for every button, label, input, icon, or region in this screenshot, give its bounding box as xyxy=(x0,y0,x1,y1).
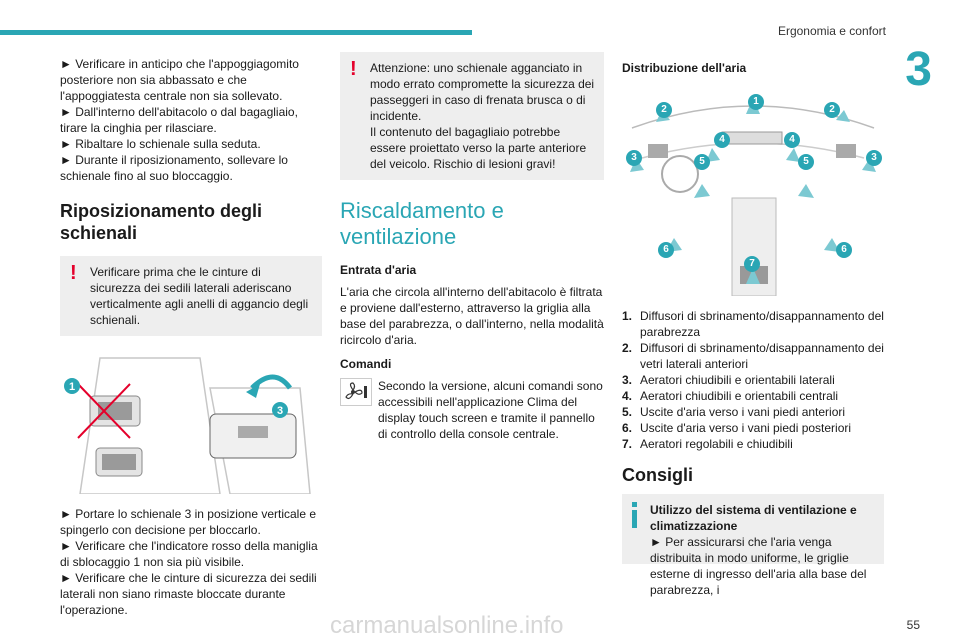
air-distribution-diagram xyxy=(622,88,884,296)
legend-item: 4. Aeratori chiudibili e orientabili centrali xyxy=(622,389,839,403)
instruction-bullet: ► Durante il riposizionamento, sollevare lo schienale fino al suo bloccaggio. xyxy=(60,153,288,183)
figure-label: 7 xyxy=(744,256,760,272)
legend-item: 1. Diffusori di sbrinamento/disappannamento del parabrezza xyxy=(622,309,884,339)
legend-item: 2. Diffusori di sbrinamento/disappannamento dei vetri laterali anteriori xyxy=(622,341,884,371)
info-box xyxy=(622,494,884,597)
figure-label: 2 xyxy=(656,102,672,118)
section-title: Riscaldamento e ventilazione xyxy=(340,198,504,249)
climate-fan-icon xyxy=(340,378,372,406)
info-icon xyxy=(632,502,637,528)
figure-label: 3 xyxy=(866,150,882,166)
warning-box xyxy=(340,52,604,180)
figure-label: 3 xyxy=(276,405,284,417)
instruction-bullet: ► Ribaltare lo schienale sulla seduta. xyxy=(60,137,261,151)
watermark: carmanualsonline.info xyxy=(330,612,564,639)
instruction-bullet: ► Portare lo schienale 3 in posizione verticale e spingerlo con decisione per bloccarlo. xyxy=(60,507,317,537)
column-middle xyxy=(340,52,604,442)
warning-icon: ! xyxy=(350,58,357,80)
instruction-bullet: ► Dall'interno dell'abitacolo o dal bagagliaio, tirare la cinghia per rilasciare. xyxy=(60,105,298,135)
section-title: Consigli xyxy=(622,465,693,485)
seat-backrest-icon xyxy=(60,348,322,494)
subsection-title: Comandi xyxy=(340,357,392,371)
figure-label: 5 xyxy=(694,154,710,170)
page-header-title: Ergonomia e confort xyxy=(777,24,886,38)
legend-item: 3. Aeratori chiudibili e orientabili laterali xyxy=(622,373,835,387)
warning-box xyxy=(60,256,322,336)
info-title: Utilizzo del sistema di ventilazione e climatizzazione xyxy=(650,503,857,533)
info-text: ► Per assicurarsi che l'aria venga distribuita in modo uniforme, le griglie esterne di ingresso dell'aria alla base del parabrezza, i xyxy=(650,535,867,597)
figure-label: 5 xyxy=(798,154,814,170)
figure-label: 6 xyxy=(836,242,852,258)
figure-label: 1 xyxy=(748,94,764,110)
subsection-title: Entrata d'aria xyxy=(340,263,417,277)
warning-icon: ! xyxy=(70,262,77,284)
instruction-bullet: ► Verificare che l'indicatore rosso della maniglia di sblocaggio 1 non sia più visibile. xyxy=(60,539,318,569)
warning-text: Attenzione: uno schienale agganciato in modo errato compromette la sicurezza dei passeggeri in caso di frenata brusca o di incidente. Il contenuto del bagagliaio potrebbe essere proiettato verso la parte anteriore del veicolo. Rischio di lesioni gravi! xyxy=(370,61,595,171)
section-title: Riposizionamento degli schienali xyxy=(60,201,263,243)
paragraph: L'aria che circola all'interno dell'abitacolo è filtrata e proviene dall'esterno, attraverso la griglia alla base del parabrezza, o dall'interno, nella modalità ricircolo d'aria. xyxy=(340,285,604,347)
legend-item: 5. Uscite d'aria verso i vani piedi anteriori xyxy=(622,405,846,419)
paragraph: Secondo la versione, alcuni comandi sono accessibili nell'applicazione Clima del display touch screen e tramite il pannello di controllo della console centrale. xyxy=(378,379,603,441)
instruction-bullet: ► Verificare che le cinture di sicurezza dei sedili laterali non siano rimaste bloccate durante l'operazione. xyxy=(60,571,317,617)
figure-label: 1 xyxy=(68,381,76,393)
instruction-bullet: ► Verificare in anticipo che l'appoggiagomito posteriore non sia abbassato e che l'appoggiatesta centrale non sia sollevato. xyxy=(60,57,299,103)
legend-item: 6. Uscite d'aria verso i vani piedi posteriori xyxy=(622,421,852,435)
warning-text: Verificare prima che le cinture di sicurezza dei sedili laterali aderiscano verticalmente agli anelli di aggancio degli schienali. xyxy=(90,265,309,327)
figure-label: 3 xyxy=(626,150,642,166)
legend-list xyxy=(622,308,884,452)
subsection-title: Distribuzione dell'aria xyxy=(622,61,747,75)
figure-label: 4 xyxy=(784,132,800,148)
figure-label: 4 xyxy=(714,132,730,148)
chapter-number: 3 xyxy=(905,43,932,96)
seat-illustration xyxy=(60,348,322,494)
legend-item: 7. Aeratori regolabili e chiudibili xyxy=(622,437,793,451)
column-right xyxy=(622,56,884,597)
column-left xyxy=(60,56,322,618)
figure-label: 2 xyxy=(824,102,840,118)
controls-block xyxy=(340,378,604,442)
page-number: 55 xyxy=(906,618,920,632)
figure-label: 6 xyxy=(658,242,674,258)
header-bar xyxy=(0,30,472,35)
